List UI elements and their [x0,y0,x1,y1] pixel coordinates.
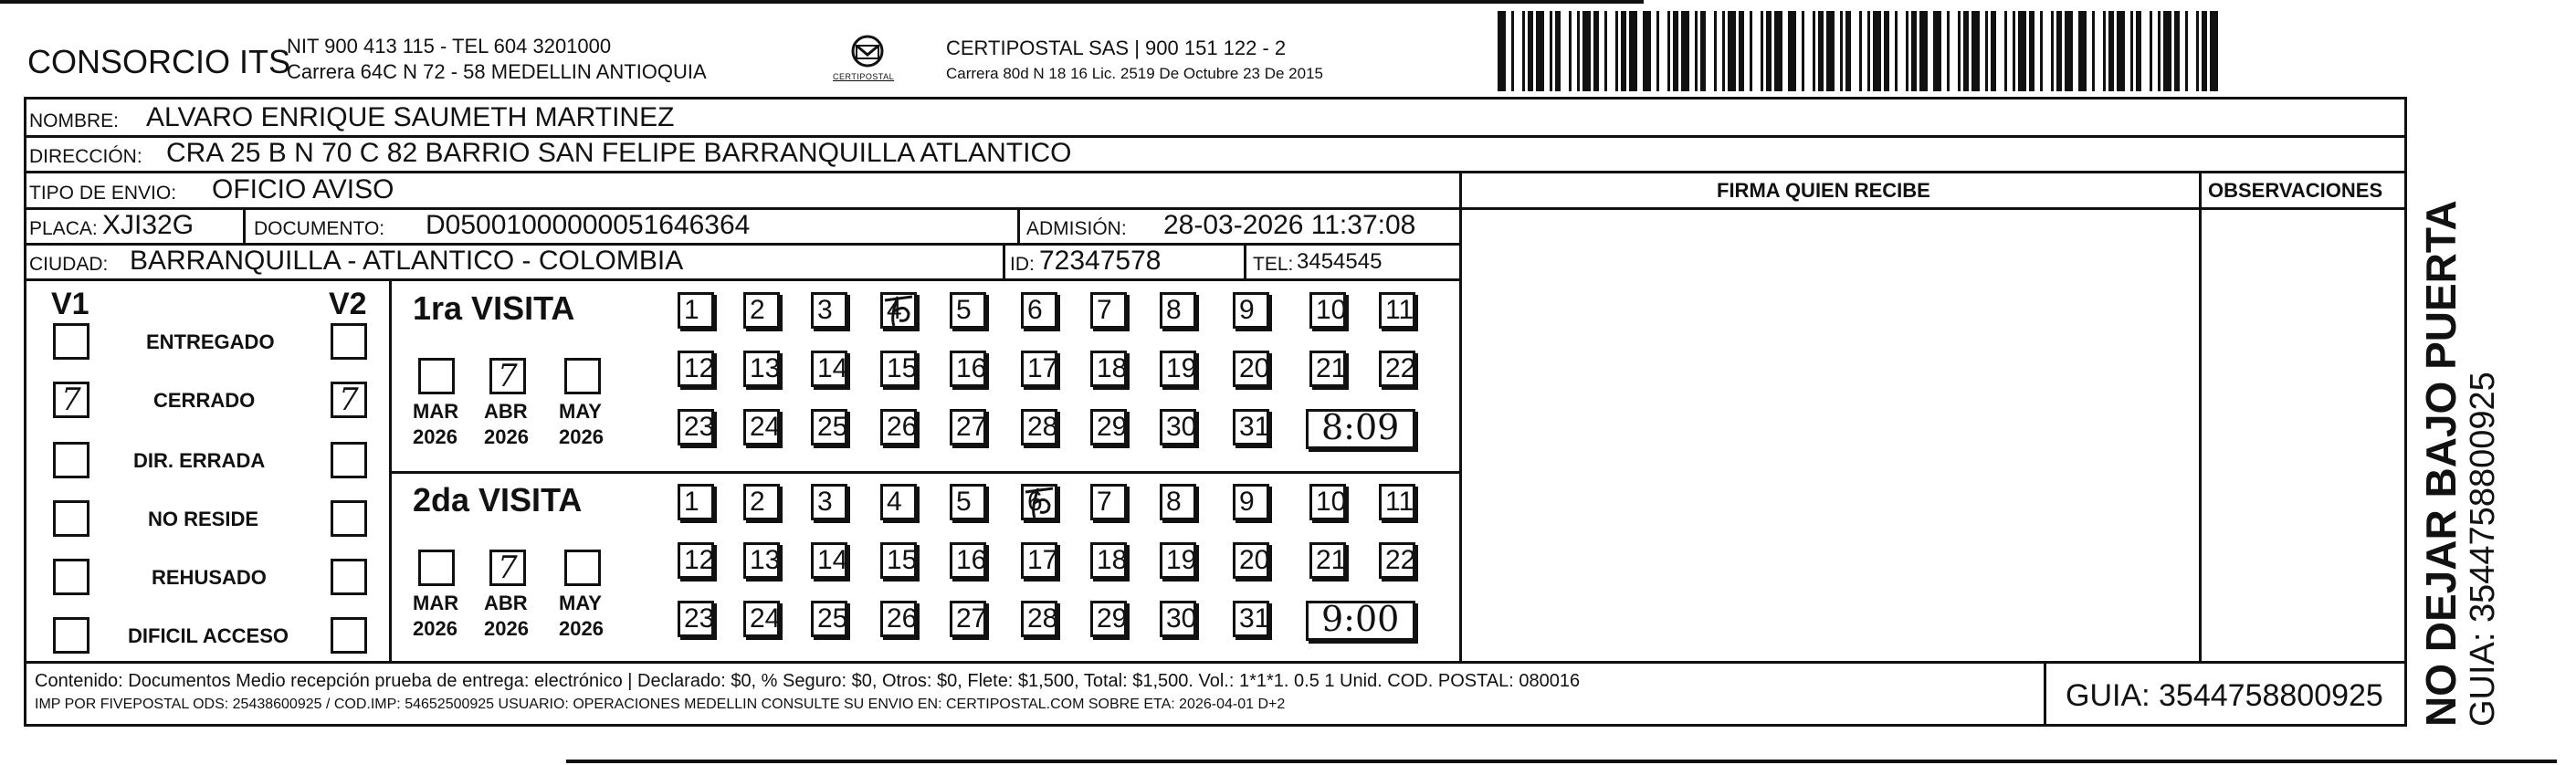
day-box[interactable] [950,351,986,387]
day-box[interactable] [1379,292,1415,329]
bottom-rule [566,760,2557,763]
col-divider [389,278,392,662]
day-number: 22 [1385,545,1416,575]
col-divider [1244,243,1246,279]
day-box[interactable] [880,292,917,329]
day-number: 17 [1027,545,1058,575]
day-box[interactable] [1309,484,1346,520]
day-box[interactable] [1233,351,1269,387]
time-value: 8:09 [1321,407,1400,447]
day-box[interactable] [1090,409,1127,445]
handwritten-mark-icon [1022,485,1062,521]
day-box[interactable] [1021,601,1057,637]
day-number: 28 [1027,603,1058,634]
day-number: 7 [1097,487,1112,517]
day-number: 17 [1027,353,1058,383]
day-number: 12 [684,545,715,575]
col-divider [243,207,246,244]
day-box[interactable] [1160,601,1196,637]
col-divider [1017,207,1020,244]
day-box[interactable] [880,409,917,445]
day-box[interactable] [678,409,714,445]
day-box[interactable] [678,351,714,387]
id-value: 72347578 [1039,246,1162,276]
day-box[interactable] [880,542,917,579]
day-box[interactable] [678,484,714,520]
day-number: 13 [750,353,781,383]
year-label: 2026 [484,425,529,448]
day-box[interactable] [1090,542,1127,579]
day-number: 29 [1097,412,1128,442]
status-v2-checkbox[interactable] [331,323,367,360]
day-box[interactable] [1160,409,1196,445]
day-box[interactable] [811,409,847,445]
day-number: 11 [1385,295,1414,325]
day-number: 27 [956,412,987,442]
day-box[interactable] [1233,542,1269,579]
day-number: 15 [887,545,918,575]
day-box[interactable] [1379,351,1415,387]
day-box[interactable] [678,601,714,637]
day-box[interactable] [1021,351,1057,387]
col-divider [1459,171,1462,664]
documento-value: D05001000000051646364 [426,210,751,240]
side-panel [2411,97,2548,727]
handwritten-mark-icon [881,293,921,330]
day-number: 25 [817,412,848,442]
day-number: 31 [1239,412,1270,442]
day-number: 21 [1316,353,1347,383]
day-number: 11 [1385,487,1414,517]
day-number: 19 [1166,353,1197,383]
observaciones-header: OBSERVACIONES [2208,179,2383,202]
day-box[interactable] [1090,292,1127,329]
top-rule [0,0,1644,4]
day-number: 20 [1239,545,1270,575]
day-number: 9 [1239,295,1255,325]
day-number: 29 [1097,603,1128,634]
month-label: MAY [559,400,602,423]
month-checkbox[interactable] [564,358,601,394]
nombre-label: NOMBRE: [29,110,120,131]
day-number: 6 [1027,487,1043,517]
side-guia: GUIA: 3544758800925 [2464,372,2502,727]
day-number: 28 [1027,412,1058,442]
status-v1-checkbox[interactable] [53,442,89,478]
day-box[interactable] [950,601,986,637]
day-box[interactable] [950,484,986,520]
day-number: 10 [1316,487,1347,517]
day-number: 20 [1239,353,1270,383]
status-label: CERRADO [153,389,256,412]
day-number: 5 [956,295,972,325]
day-number: 10 [1316,295,1347,325]
status-v2-checkbox[interactable] [331,500,367,537]
row-divider [389,471,1462,474]
day-box[interactable] [1233,292,1269,329]
month-label: MAR [413,400,459,423]
day-number: 3 [817,295,833,325]
day-box[interactable] [1021,484,1057,520]
day-number: 24 [750,412,781,442]
status-v2-checkbox[interactable]: 7 [331,382,367,418]
day-box[interactable] [1021,409,1057,445]
day-box[interactable] [1090,351,1127,387]
day-number: 6 [1027,295,1043,325]
barcode [1498,11,2224,91]
day-number: 27 [956,603,987,634]
day-box[interactable] [1379,484,1415,520]
day-number: 18 [1097,353,1128,383]
year-label: 2026 [559,425,604,448]
tel-value: 3454545 [1297,249,1383,274]
day-number: 4 [887,487,902,517]
status-label: NO RESIDE [148,508,259,530]
day-number: 25 [817,603,848,634]
visit-title: 2da VISITA [413,481,583,519]
day-box[interactable] [678,542,714,579]
day-box[interactable] [1021,542,1057,579]
tipo-envio-value: OFICIO AVISO [212,174,394,204]
id-label: ID: [1010,254,1035,275]
company-name: CONSORCIO ITS [27,43,291,80]
company-address: Carrera 64C N 72 - 58 MEDELLIN ANTIOQUIA [287,60,707,83]
day-box[interactable] [1160,292,1196,329]
day-number: 5 [956,487,972,517]
day-box[interactable] [950,292,986,329]
day-number: 16 [956,545,987,575]
day-box[interactable] [1233,409,1269,445]
day-number: 24 [750,603,781,634]
month-checkbox[interactable]: 7 [489,550,526,586]
day-number: 23 [684,412,715,442]
month-checkbox[interactable] [564,550,601,586]
day-number: 21 [1316,545,1347,575]
company-nit: NIT 900 413 115 - TEL 604 3201000 [287,35,612,58]
status-v1-checkbox[interactable] [53,617,89,654]
day-number: 18 [1097,545,1128,575]
time-value: 9:00 [1321,599,1400,639]
status-v1-checkbox[interactable] [53,559,89,595]
certipostal-name: CERTIPOSTAL SAS | 900 151 122 - 2 [946,37,1287,59]
day-number: 14 [817,545,848,575]
day-box[interactable] [1309,292,1346,329]
tel-label: TEL: [1253,254,1294,275]
day-number: 8 [1166,295,1182,325]
month-label: MAY [559,592,602,614]
footer-printer: IMP POR FIVEPOSTAL ODS: 25438600925 / COD.IMP: 54652500925 USUARIO: OPERACIONES MEDELLIN CONSULTE SU ENVIO EN: CERTIPOSTAL.COM SOBRE ETA: 2026-04-01 D+2 [35,697,1286,712]
day-number: 23 [684,603,715,634]
day-box[interactable] [880,484,917,520]
day-number: 15 [887,353,918,383]
status-v1-checkbox[interactable]: 7 [53,382,89,418]
status-v2-checkbox[interactable] [331,442,367,478]
day-number: 7 [1097,295,1112,325]
status-v2-checkbox[interactable] [331,617,367,654]
status-v1-checkbox[interactable] [53,323,89,360]
month-checkbox[interactable]: 7 [489,358,526,394]
day-box[interactable] [743,409,780,445]
day-number: 1 [684,487,699,517]
year-label: 2026 [413,425,457,448]
nombre-value: ALVARO ENRIQUE SAUMETH MARTINEZ [146,102,675,132]
year-label: 2026 [559,617,604,640]
day-box[interactable] [1379,542,1415,579]
time-box[interactable] [1306,601,1415,641]
col-divider [1003,243,1005,279]
admision-label: ADMISIÓN: [1026,218,1127,239]
day-box[interactable] [811,542,847,579]
row-divider [24,661,2407,664]
footer-guia: GUIA: 3544758800925 [2066,678,2383,713]
day-box[interactable] [880,351,917,387]
day-box[interactable] [743,542,780,579]
day-box[interactable] [811,484,847,520]
day-number: 13 [750,545,781,575]
status-label: DIR. ERRADA [133,449,266,472]
status-v2-checkbox[interactable] [331,559,367,595]
day-box[interactable] [1160,484,1196,520]
certipostal-license: Carrera 80d N 18 16 Lic. 2519 De Octubre 23 De 2015 [946,65,1323,82]
day-box[interactable] [880,601,917,637]
status-label: ENTREGADO [146,330,275,353]
month-checkbox[interactable] [418,358,455,394]
day-number: 26 [887,412,918,442]
col-divider [2044,661,2046,727]
admision-value: 28-03-2026 11:37:08 [1163,210,1416,240]
day-box[interactable] [1233,601,1269,637]
status-label: DIFICIL ACCESO [128,624,289,647]
day-box[interactable] [1160,351,1196,387]
visit-title: 1ra VISITA [413,289,575,327]
side-warning: NO DEJAR BAJO PUERTA [2417,200,2465,727]
day-box[interactable] [811,351,847,387]
day-box[interactable] [1233,484,1269,520]
v2-header: V2 [329,287,367,321]
day-box[interactable] [950,542,986,579]
day-box[interactable] [950,409,986,445]
day-number: 19 [1166,545,1197,575]
v1-header: V1 [51,287,89,321]
certipostal-logo [833,33,897,88]
placa-label: PLACA: [29,218,98,239]
day-box[interactable] [678,292,714,329]
day-box[interactable] [1309,542,1346,579]
day-box[interactable] [811,292,847,329]
day-number: 2 [750,295,765,325]
day-number: 9 [1239,487,1255,517]
status-label: REHUSADO [152,566,267,589]
day-number: 26 [887,603,918,634]
direccion-value: CRA 25 B N 70 C 82 BARRIO SAN FELIPE BARRANQUILLA ATLANTICO [166,138,1072,168]
day-number: 4 [887,295,902,325]
row-divider [24,171,2407,173]
status-v1-checkbox[interactable] [53,500,89,537]
day-box[interactable] [743,601,780,637]
day-number: 22 [1385,353,1416,383]
month-checkbox[interactable] [418,550,455,586]
day-box[interactable] [1090,601,1127,637]
day-box[interactable] [1160,542,1196,579]
day-box[interactable] [743,351,780,387]
day-number: 16 [956,353,987,383]
day-number: 30 [1166,603,1197,634]
day-number: 3 [817,487,833,517]
month-label: MAR [413,592,459,614]
year-label: 2026 [413,617,457,640]
day-number: 12 [684,353,715,383]
month-label: ABR [484,592,528,614]
footer-content: Contenido: Documentos Medio recepción prueba de entrega: electrónico | Declarado: $0, % Seguro: $0, Otros: $0, Flete: $1,500, Total: $1,500. Vol.: 1*1*1. 0.5 1 Unid. COD. POSTAL: 080016 [35,671,1581,691]
day-number: 30 [1166,412,1197,442]
day-number: 31 [1239,603,1270,634]
documento-label: DOCUMENTO: [254,218,385,239]
day-box[interactable] [811,601,847,637]
day-number: 1 [684,295,699,325]
tipo-envio-label: TIPO DE ENVIO: [29,183,177,204]
day-number: 14 [817,353,848,383]
day-number: 8 [1166,487,1182,517]
day-box[interactable] [743,292,780,329]
day-box[interactable] [1090,484,1127,520]
col-divider [2199,171,2202,664]
time-box[interactable] [1306,409,1415,449]
firma-header: FIRMA QUIEN RECIBE [1717,179,1930,202]
placa-value: XJI32G [102,210,195,240]
day-box[interactable] [1021,292,1057,329]
day-box[interactable] [743,484,780,520]
year-label: 2026 [484,617,529,640]
direccion-label: DIRECCIÓN: [29,146,142,167]
month-label: ABR [484,400,528,423]
day-box[interactable] [1309,351,1346,387]
ciudad-label: CIUDAD: [29,254,109,275]
logo-text: CERTIPOSTAL [833,72,895,81]
day-number: 2 [750,487,765,517]
ciudad-value: BARRANQUILLA - ATLANTICO - COLOMBIA [130,246,684,276]
